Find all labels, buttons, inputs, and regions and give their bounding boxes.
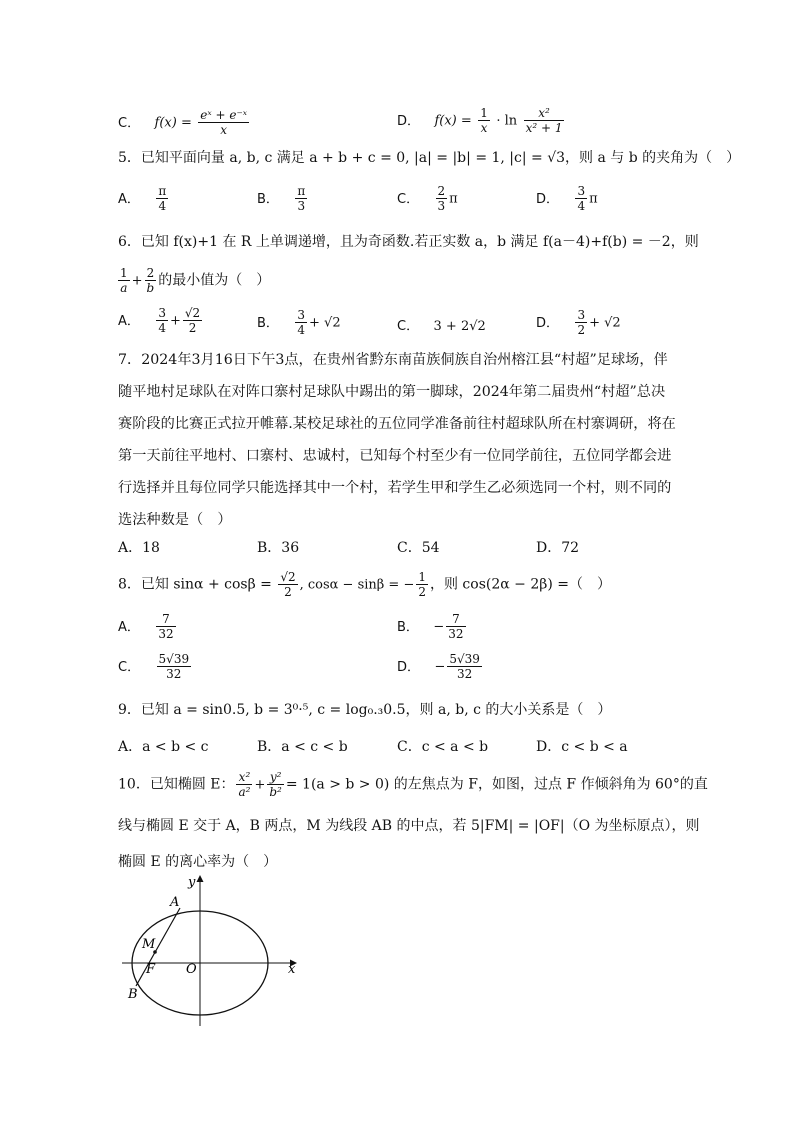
q10-stem-line2: 线与椭圆 E 交于 A，B 两点，M 为线段 AB 的中点，若 5|FM| = |OF|（O 为坐标原点），则 — [118, 818, 700, 834]
q6-stem: 6．已知 f(x)+1 在 R 上单调递增，且为奇函数.若正实数 a，b 满足 f(a－4)+f(b) = －2，则 — [118, 234, 699, 250]
q9-option-d: D．c < b < a — [536, 739, 628, 755]
q6-option-c: C． 3 + 2√2 — [397, 319, 486, 334]
label-o: O — [186, 962, 197, 977]
q8-option-c: C． $\frac{5√39}{32}$ — [118, 652, 190, 681]
label-a: A — [170, 895, 180, 910]
label-m: M — [142, 937, 156, 952]
q9-option-b: B．a < c < b — [257, 739, 348, 755]
q6-option-b: B． $\frac{3}{4}$ + √2 — [257, 308, 341, 337]
q4-c-fraction: $\frac{\text{eˣ + e⁻ˣ}}{x}$ — [200, 108, 248, 137]
label-b: B — [128, 987, 138, 1002]
q7-option-a: A．18 — [118, 540, 160, 556]
q7-option-b: B．36 — [257, 540, 300, 556]
q7-stem: 7．2024年3月16日下午3点，在贵州省黔东南苗族侗族自治州榕江县“村超”足球场，伴随平地村足球队在对阵口寨村足球队中踢出的第一脚球，2024年第二届贵州“村超”总决赛阶段的比赛正式拉开帷幕.某校足球社的五位同学准备前往村超球队所在村寨调研，将在第一天前往平地村、口寨村、忠诚村，已知每个村至少有一位同学前往，五位同学都会进行选择并且每位同学只能选择其中一个村，若学生甲和学生乙必须选同一个村，则不同的选法种数是（ ） — [118, 352, 676, 528]
q10-stem-line1: 10．已知椭圆 E： $\frac{\text{x²}}{\text{a²}}$ + $\frac{\text{y²}}{\text{b²}}$ = 1(a > b > 0) 的左焦点为 F，如图，过点 F 作倾斜角为 60°的直 — [118, 770, 708, 799]
q7-option-d: D．72 — [536, 540, 580, 556]
ellipse-figure — [118, 870, 308, 1030]
q9-stem: 9．已知 a = sin0.5, b = 3⁰·⁵, c = log₀.₃0.5，则 a, b, c 的大小关系是（ ） — [118, 702, 612, 718]
q10-stem-line3: 椭圆 E 的离心率为（ ） — [118, 854, 278, 870]
q6-option-d: D． $\frac{3}{2}$ + √2 — [536, 308, 621, 337]
q4-option-c: C． f(x) = $\frac{\text{eˣ + e⁻ˣ}}{x}$ — [118, 108, 248, 137]
q8-stem: 8．已知 sinα + cosβ = $\frac{√2}{2}$ , cosα − sinβ = − $\frac{1}{2}$ ，则 cos(2α − 2β) =（ ） — [118, 570, 611, 599]
q9-option-a: A．a < b < c — [118, 739, 209, 755]
q8-option-b: B． − $\frac{7}{32}$ — [397, 612, 464, 641]
label-x: x — [288, 962, 296, 977]
q5-option-a: A． $\frac{\pi}{4}$ — [118, 184, 167, 213]
q5-option-d: D． $\frac{3}{4}$ π — [536, 184, 598, 213]
label-y: y — [188, 875, 196, 890]
y-axis-arrow-icon — [197, 875, 204, 882]
q9-option-c: C．c < a < b — [397, 739, 489, 755]
q5-stem: 5．已知平面向量 a, b, c 满足 a + b + c = 0, |a| = |b| = 1, |c| = √3，则 a 与 b 的夹角为（ ） — [118, 150, 741, 166]
q4-option-d: D． f(x) = $\frac{1}{x}$ · ln $\frac{\text{x²}}{\text{x² + 1}}$ — [397, 106, 563, 135]
q8-option-d: D． − $\frac{5√39}{32}$ — [397, 652, 480, 681]
q8-option-a: A． $\frac{7}{32}$ — [118, 612, 174, 641]
q5-option-b: B． $\frac{\pi}{3}$ — [257, 184, 306, 213]
q7-option-c: C．54 — [397, 540, 440, 556]
q6-option-a: A． $\frac{3}{4}$ + $\frac{√2}{2}$ — [118, 306, 201, 335]
label-f: F — [146, 962, 156, 977]
q5-option-c: C． $\frac{2}{3}$ π — [397, 184, 458, 213]
q6-stem-line2: $\frac{1}{a}$ + $\frac{2}{b}$ 的最小值为（ ） — [120, 266, 271, 295]
